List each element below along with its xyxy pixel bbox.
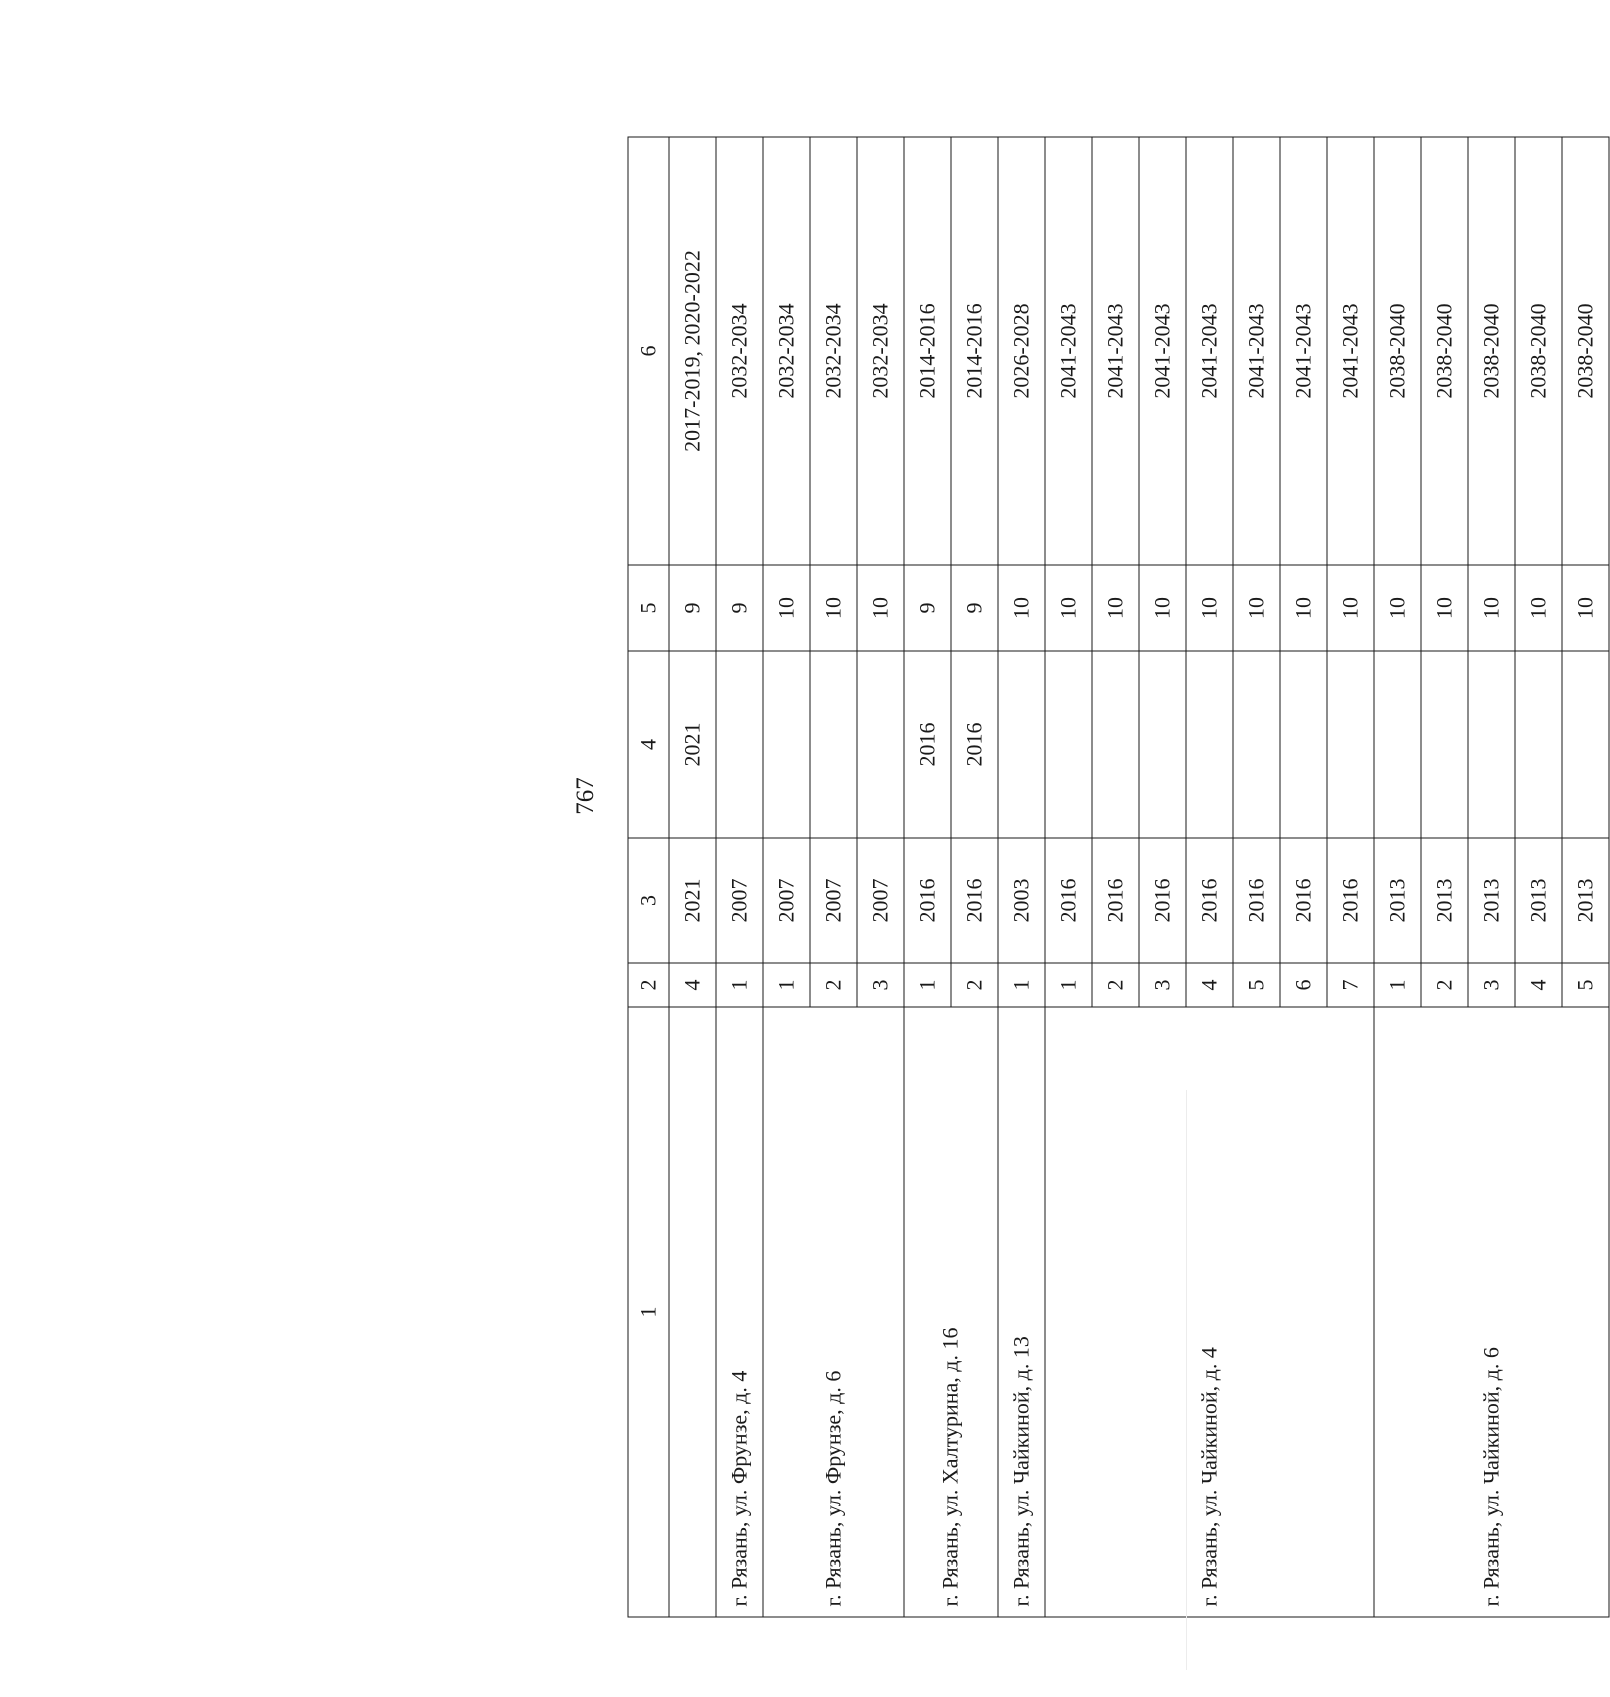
- table-cell: 2016: [904, 838, 951, 963]
- table-cell: 1: [998, 963, 1045, 1007]
- address-cell: г. Рязань, ул. Чайкиной, д. 6: [1374, 1007, 1609, 1617]
- table-cell: 9: [904, 565, 951, 651]
- table-cell: 2017-2019, 2020-2022: [669, 137, 716, 565]
- table-cell: [1233, 651, 1280, 838]
- table-cell: 2016: [1327, 838, 1374, 963]
- table-cell: 1: [1374, 963, 1421, 1007]
- table-cell: 9: [716, 565, 763, 651]
- table-cell: 10: [1515, 565, 1562, 651]
- table-cell: 2032-2034: [716, 137, 763, 565]
- table-cell: [998, 651, 1045, 838]
- address-cell: г. Рязань, ул. Чайкиной, д. 4: [1045, 1007, 1374, 1617]
- table-cell: [763, 651, 810, 838]
- table-cell: 2013: [1374, 838, 1421, 963]
- table-cell: 2007: [716, 838, 763, 963]
- table-cell: 2026-2028: [998, 137, 1045, 565]
- scan-edge-mark: [1186, 1090, 1187, 1670]
- table-cell: 4: [1515, 963, 1562, 1007]
- table-cell: 2007: [857, 838, 904, 963]
- table-cell: 2041-2043: [1092, 137, 1139, 565]
- table-cell: 10: [1280, 565, 1327, 651]
- table-cell: 2013: [1515, 838, 1562, 963]
- table-cell: 1: [1045, 963, 1092, 1007]
- table-cell: 2041-2043: [1233, 137, 1280, 565]
- table-cell: 2: [1092, 963, 1139, 1007]
- address-cell: г. Рязань, ул. Фрунзе, д. 4: [716, 1007, 763, 1617]
- table-cell: [857, 651, 904, 838]
- table-row: [669, 137, 716, 1617]
- table-cell: 10: [857, 565, 904, 651]
- table-cell: 10: [1233, 565, 1280, 651]
- table-cell: [1280, 651, 1327, 838]
- table-cell: 10: [1421, 565, 1468, 651]
- table-cell: 2007: [763, 838, 810, 963]
- table-cell: 2016: [951, 838, 998, 963]
- table-cell: 10: [998, 565, 1045, 651]
- table-cell: [1515, 651, 1562, 838]
- table-cell: 3: [857, 963, 904, 1007]
- table-cell: 2016: [1186, 838, 1233, 963]
- table-cell: 1: [716, 963, 763, 1007]
- column-header: 5: [628, 565, 669, 651]
- table-cell: 2038-2040: [1421, 137, 1468, 565]
- table-cell: 10: [1092, 565, 1139, 651]
- table-cell: [810, 651, 857, 838]
- address-cell: г. Рязань, ул. Фрунзе, д. 6: [763, 1007, 904, 1617]
- table-cell: 2041-2043: [1139, 137, 1186, 565]
- column-header: 4: [628, 651, 669, 838]
- table-cell: [1562, 651, 1609, 838]
- table-cell: 2013: [1562, 838, 1609, 963]
- table-cell: 10: [1374, 565, 1421, 651]
- table-cell: 1: [904, 963, 951, 1007]
- table-cell: 10: [1327, 565, 1374, 651]
- table-cell: 2041-2043: [1327, 137, 1374, 565]
- table-cell: [1186, 651, 1233, 838]
- table-body: [628, 137, 1609, 1617]
- table-cell: [1468, 651, 1515, 838]
- table-cell: [1045, 651, 1092, 838]
- data-table-rotated: [628, 138, 1598, 1618]
- table-cell: 6: [1280, 963, 1327, 1007]
- address-cell: г. Рязань, ул. Чайкиной, д. 13: [998, 1007, 1045, 1617]
- table-cell: 2041-2043: [1280, 137, 1327, 565]
- table-cell: 2041-2043: [1045, 137, 1092, 565]
- table-row: [716, 137, 763, 1617]
- table-cell: 2032-2034: [763, 137, 810, 565]
- table-row: [1374, 137, 1421, 1617]
- table-row: [763, 137, 810, 1617]
- table-header-row: [628, 137, 669, 1617]
- table-cell: [716, 651, 763, 838]
- table-cell: 4: [669, 963, 716, 1007]
- table-cell: [1421, 651, 1468, 838]
- table-cell: 10: [1139, 565, 1186, 651]
- table-cell: 1: [763, 963, 810, 1007]
- table-cell: 2038-2040: [1468, 137, 1515, 565]
- table-cell: 2016: [1139, 838, 1186, 963]
- table-cell: 3: [1139, 963, 1186, 1007]
- table-cell: 2016: [1092, 838, 1139, 963]
- table-cell: 2003: [998, 838, 1045, 963]
- address-cell: [669, 1007, 716, 1617]
- column-header: 6: [628, 137, 669, 565]
- table-row: [998, 137, 1045, 1617]
- table-cell: 2: [810, 963, 857, 1007]
- table-cell: 2021: [669, 838, 716, 963]
- table-cell: 2016: [1280, 838, 1327, 963]
- table-cell: 3: [1468, 963, 1515, 1007]
- table-cell: 9: [951, 565, 998, 651]
- table-cell: 2032-2034: [857, 137, 904, 565]
- table-cell: 2032-2034: [810, 137, 857, 565]
- page-number: 767: [572, 777, 599, 815]
- table-cell: 7: [1327, 963, 1374, 1007]
- table-cell: [1374, 651, 1421, 838]
- table-cell: 2021: [669, 651, 716, 838]
- table-cell: 2007: [810, 838, 857, 963]
- table-cell: 10: [1468, 565, 1515, 651]
- table-row: [904, 137, 951, 1617]
- table-cell: 2014-2016: [951, 137, 998, 565]
- table-cell: [1327, 651, 1374, 838]
- table-cell: 2: [1421, 963, 1468, 1007]
- table-cell: 9: [669, 565, 716, 651]
- table-cell: 2016: [1233, 838, 1280, 963]
- column-header: 1: [628, 1007, 669, 1617]
- table-cell: 2014-2016: [904, 137, 951, 565]
- address-cell: г. Рязань, ул. Халтурина, д. 16: [904, 1007, 998, 1617]
- table-cell: 5: [1562, 963, 1609, 1007]
- table-cell: 10: [810, 565, 857, 651]
- table-cell: 2038-2040: [1515, 137, 1562, 565]
- table-cell: 10: [1562, 565, 1609, 651]
- column-header: 3: [628, 838, 669, 963]
- table-cell: 2038-2040: [1562, 137, 1609, 565]
- data-table: [628, 137, 1610, 1618]
- column-header: 2: [628, 963, 669, 1007]
- table-cell: 10: [1186, 565, 1233, 651]
- table-cell: 2: [951, 963, 998, 1007]
- table-cell: 2041-2043: [1186, 137, 1233, 565]
- table-cell: 10: [1045, 565, 1092, 651]
- table-cell: 2016: [951, 651, 998, 838]
- table-cell: [1139, 651, 1186, 838]
- table-row: [1045, 137, 1092, 1617]
- table-cell: 2038-2040: [1374, 137, 1421, 565]
- table-cell: 2013: [1421, 838, 1468, 963]
- table-cell: 2013: [1468, 838, 1515, 963]
- table-cell: 2016: [904, 651, 951, 838]
- table-cell: [1092, 651, 1139, 838]
- table-cell: 5: [1233, 963, 1280, 1007]
- table-cell: 10: [763, 565, 810, 651]
- table-cell: 2016: [1045, 838, 1092, 963]
- table-cell: 4: [1186, 963, 1233, 1007]
